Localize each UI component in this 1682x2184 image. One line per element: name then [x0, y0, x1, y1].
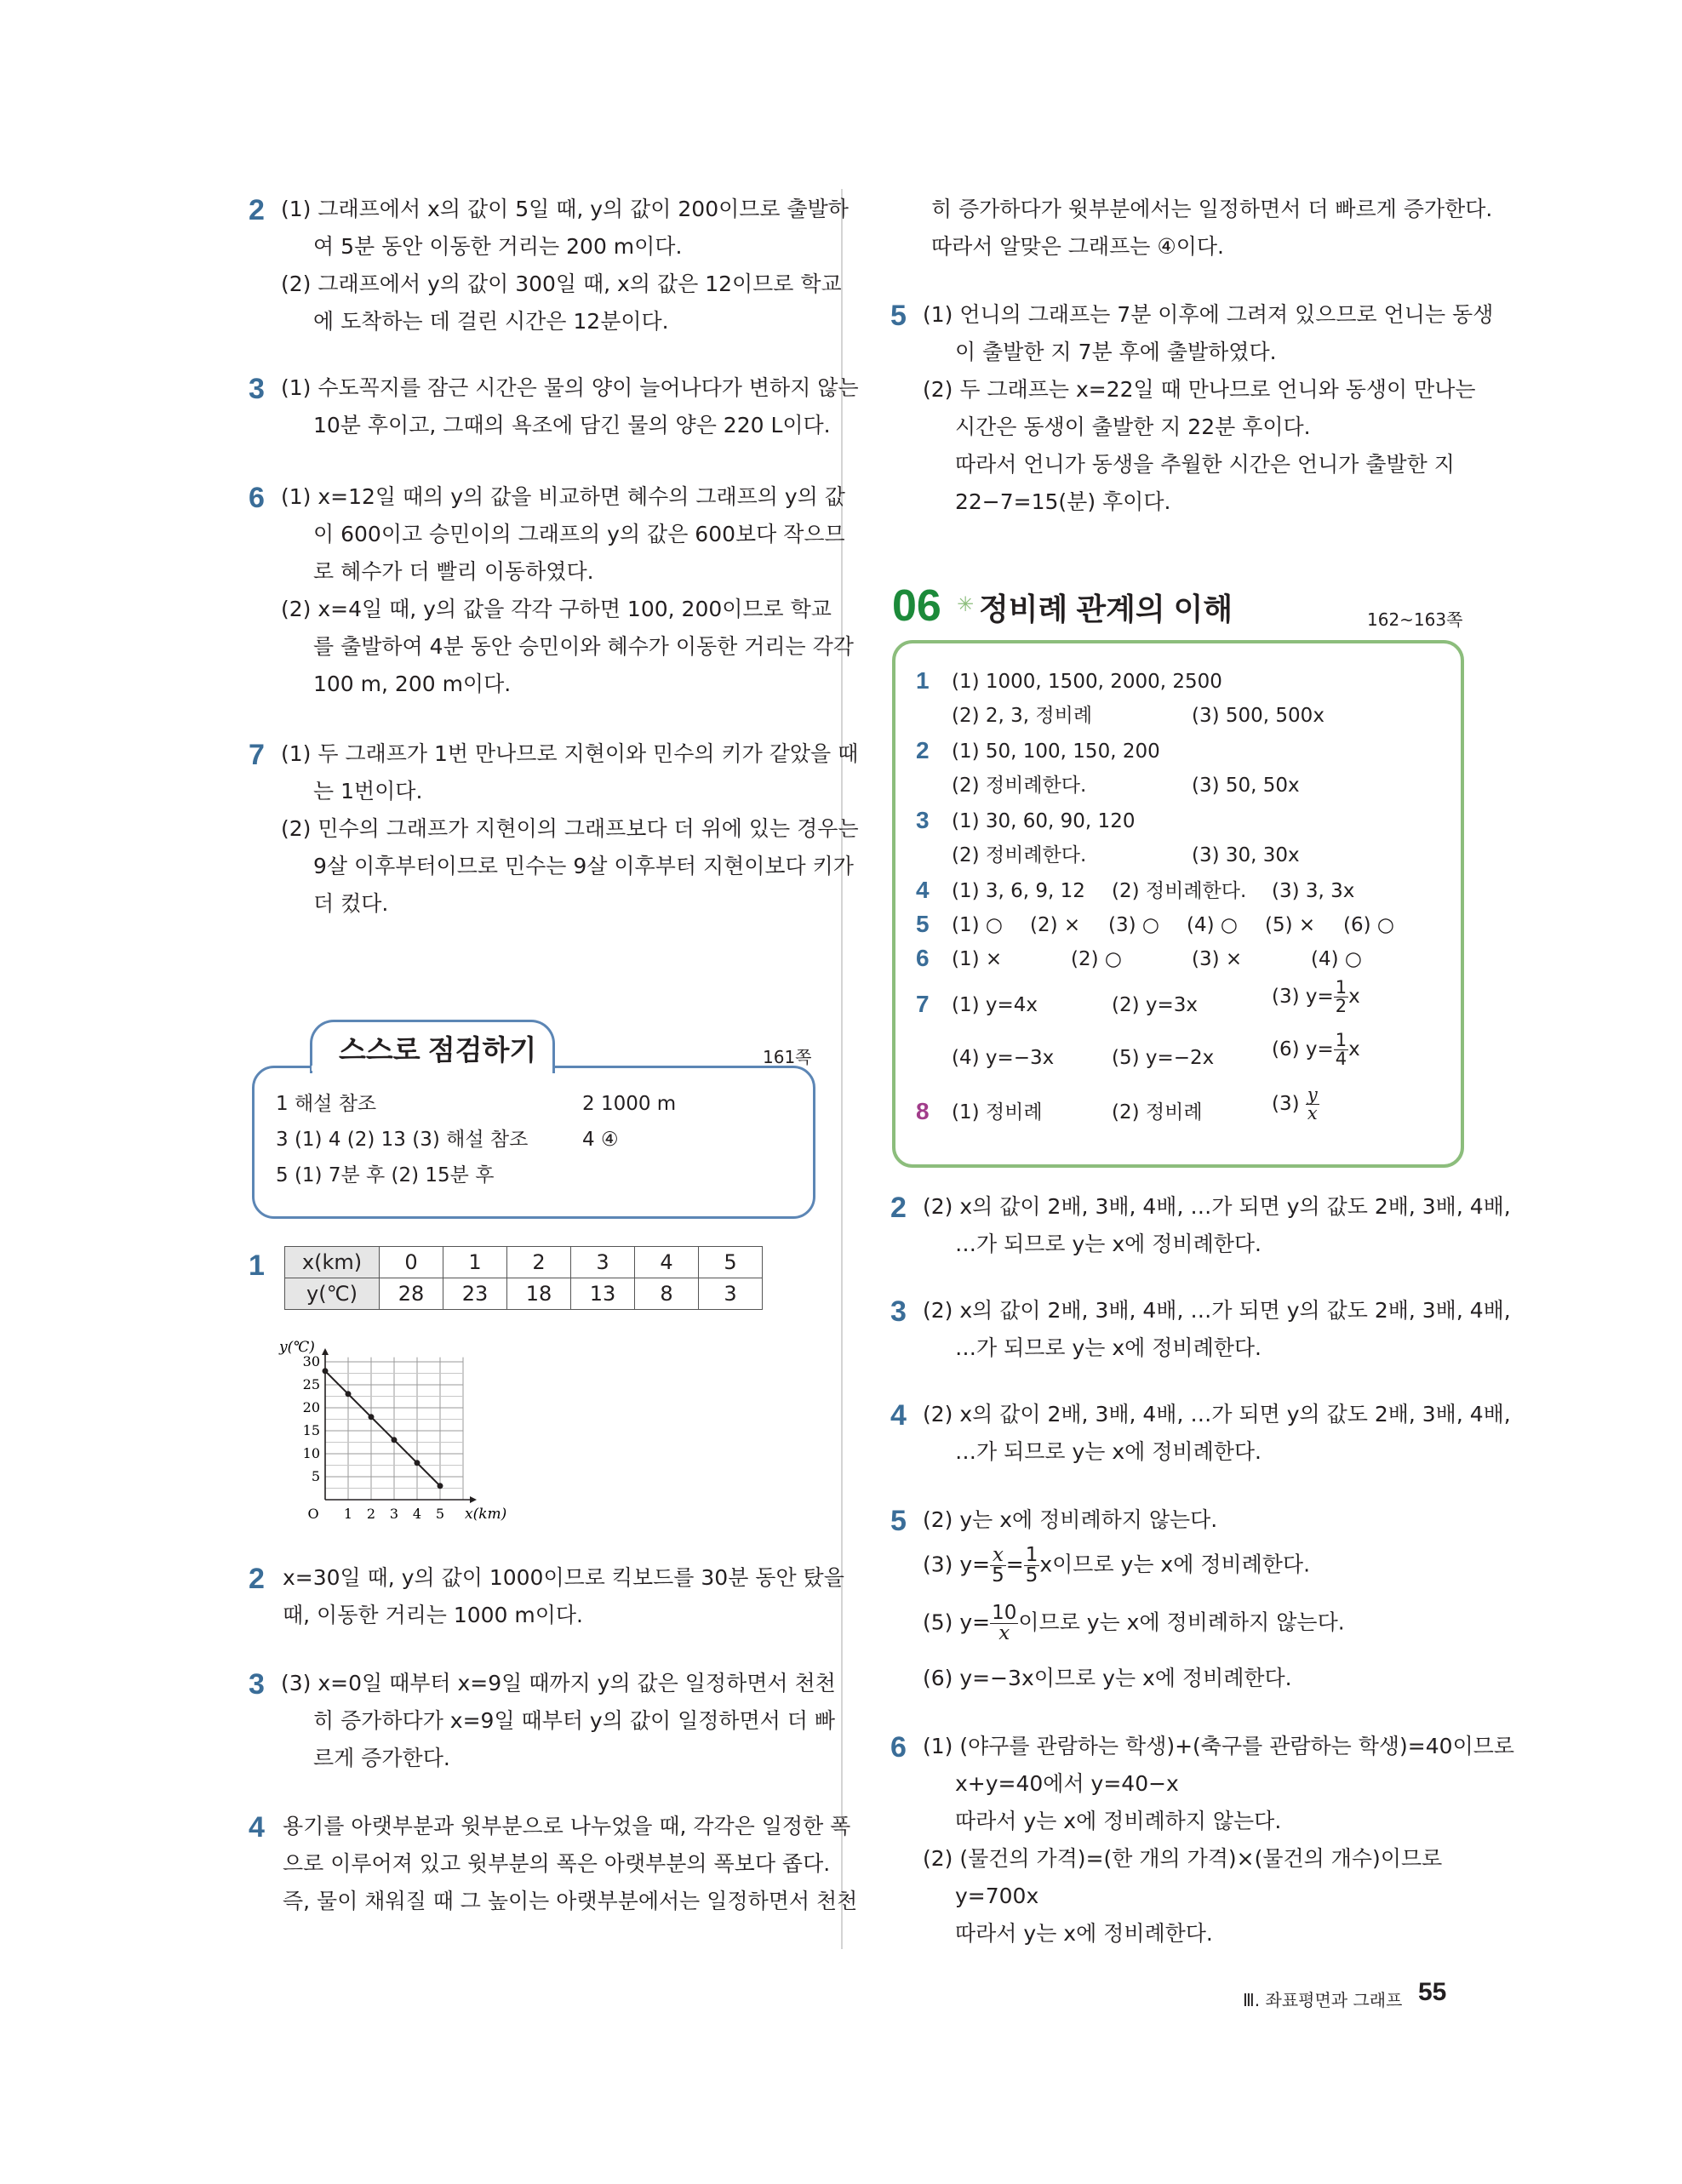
g5-b: (2) × — [1030, 914, 1081, 936]
g3-number: 3 — [916, 807, 930, 833]
y-tick-label: 5 — [311, 1468, 320, 1484]
g3-b: (2) 정비례한다. — [952, 844, 1087, 866]
footer-section: Ⅲ. 좌표평면과 그래프 — [1243, 1990, 1403, 2010]
column-divider — [841, 189, 843, 1949]
self-check-title: 스스로 점검하기 — [339, 1034, 537, 1066]
p5-frac1-numerator: x — [990, 1546, 1006, 1566]
data-point — [392, 1437, 398, 1443]
x-tick-label: 1 — [343, 1506, 353, 1522]
g7-number: 7 — [916, 991, 930, 1017]
p5-line2-equals: = — [1005, 1552, 1024, 1577]
r5-line4: 시간은 동생이 출발한 지 22분 후이다. — [955, 415, 1311, 439]
r-top-line2: 따라서 알맞은 그래프는 ④이다. — [931, 234, 1225, 259]
q6-line1: (1) x=12일 때의 y의 값을 비교하면 혜수의 그래프의 y의 값 — [281, 484, 845, 509]
g8-b: (2) 정비례 — [1112, 1101, 1203, 1123]
p4-line2: …가 되므로 y는 x에 정비례한다. — [955, 1439, 1262, 1464]
g1-c: (3) 500, 500x — [1192, 705, 1324, 727]
table-cell: 13 — [571, 1278, 635, 1310]
self-check-answer-2: 2 1000 m — [582, 1093, 677, 1115]
p5-line4: (6) y=−3x이므로 y는 x에 정비례한다. — [923, 1666, 1292, 1690]
p4-number: 4 — [890, 1399, 907, 1432]
q6-line2: 이 600이고 승민이의 그래프의 y의 값은 600보다 작으므 — [313, 522, 845, 546]
p4-line1: (2) x의 값이 2배, 3배, 4배, …가 되면 y의 값도 2배, 3배, 4배, — [923, 1402, 1511, 1426]
table-cell: 28 — [380, 1278, 443, 1310]
p6-line5: y=700x — [955, 1884, 1039, 1908]
g7-c — [1272, 979, 1360, 1015]
p5-line1: (2) y는 x에 정비례하지 않는다. — [923, 1507, 1218, 1532]
x-axis-arrow — [470, 1496, 477, 1503]
table-head-y: y(℃) — [285, 1278, 380, 1310]
section-number: 06 — [892, 581, 941, 631]
p5-frac1-denominator: 5 — [992, 1564, 1004, 1587]
self-check-answer-3: 3 (1) 4 (2) 13 (3) 해설 참조 — [276, 1129, 529, 1151]
c2-line2: 때, 이동한 거리는 1000 m이다. — [283, 1603, 584, 1627]
g6-b: (2) ○ — [1071, 948, 1122, 970]
p5-frac2-denominator: 5 — [1025, 1564, 1038, 1587]
g7-f-suffix: x — [1348, 1038, 1360, 1061]
c2-line1: x=30일 때, y의 값이 1000이므로 킥보드를 30분 동안 탔을 — [283, 1565, 844, 1590]
y-axis-label: y(℃) — [279, 1339, 315, 1356]
g7-b: (2) y=3x — [1112, 994, 1199, 1016]
g6-a: (1) × — [952, 948, 1003, 970]
x-tick-label: 4 — [412, 1506, 422, 1522]
q3-line1: (1) 수도꼭지를 잠근 시간은 물의 양이 늘어나다가 변하지 않는 — [281, 375, 859, 400]
g1-number: 1 — [916, 667, 930, 694]
p5-line2-suffix: x이므로 y는 x에 정비례한다. — [1039, 1552, 1311, 1577]
g6-d: (4) ○ — [1311, 948, 1362, 970]
r5-line5: 따라서 언니가 동생을 추월한 시간은 언니가 출발한 지 — [955, 452, 1455, 477]
g7-c-prefix: (3) y= — [1272, 986, 1334, 1008]
table-cell: 3 — [571, 1247, 635, 1278]
g2-number: 2 — [916, 737, 930, 763]
q2-line3: (2) 그래프에서 y의 값이 300일 때, x의 값은 12이므로 학교 — [281, 272, 842, 296]
g7-f-numerator: 1 — [1335, 1030, 1347, 1050]
q3-line2: 10분 후이고, 그때의 욕조에 담긴 물의 양은 220 L이다. — [313, 413, 831, 437]
g7-f — [1272, 1032, 1360, 1068]
g8-number: 8 — [916, 1098, 930, 1124]
p6-line3: 따라서 y는 x에 정비례하지 않는다. — [955, 1809, 1282, 1833]
series-line — [325, 1371, 440, 1486]
q2-number: 2 — [249, 194, 265, 226]
section-title: 정비례 관계의 이해 — [979, 592, 1233, 626]
c4-number: 4 — [249, 1811, 265, 1844]
x-axis-label: x(km) — [465, 1506, 507, 1523]
self-check-answer-5: 5 (1) 7분 후 (2) 15분 후 — [276, 1164, 495, 1186]
c3-line3: 르게 증가한다. — [313, 1746, 450, 1770]
g7-c-suffix: x — [1348, 986, 1360, 1008]
c3-line1: (3) x=0일 때부터 x=9일 때까지 y의 값은 일정하면서 천천 — [281, 1671, 836, 1695]
g7-e: (5) y=−2x — [1112, 1047, 1215, 1069]
r-top-line1: 히 증가하다가 윗부분에서는 일정하면서 더 빠르게 증가한다. — [931, 197, 1493, 221]
self-check-answer-4: 4 ④ — [582, 1129, 619, 1151]
table-head-x: x(km) — [285, 1247, 380, 1278]
table-cell: 3 — [699, 1278, 763, 1310]
page-number: 55 — [1418, 1978, 1447, 2006]
g5-d: (4) ○ — [1187, 914, 1238, 936]
table-cell: 1 — [443, 1247, 507, 1278]
c4-line3: 즉, 물이 채워질 때 그 높이는 아랫부분에서는 일정하면서 천천 — [283, 1889, 858, 1913]
p5-frac3-numerator: 10 — [992, 1602, 1017, 1624]
g4-a: (1) 3, 6, 9, 12 — [952, 880, 1085, 902]
table-cell: 0 — [380, 1247, 443, 1278]
data-point — [438, 1483, 443, 1489]
c3-line2: 히 증가하다가 x=9일 때부터 y의 값이 일정하면서 더 빠 — [313, 1708, 836, 1733]
q6-line4: (2) x=4일 때, y의 값을 각각 구하면 100, 200이므로 학교 — [281, 597, 832, 621]
q2-line4: 에 도착하는 데 걸린 시간은 12분이다. — [313, 309, 669, 334]
g7-f-prefix: (6) y= — [1272, 1038, 1334, 1061]
g6-number: 6 — [916, 945, 930, 971]
table-cell: 18 — [507, 1278, 571, 1310]
g2-a: (1) 50, 100, 150, 200 — [952, 740, 1160, 763]
c2-number: 2 — [249, 1563, 265, 1595]
c4-line1: 용기를 아랫부분과 윗부분으로 나누었을 때, 각각은 일정한 폭 — [283, 1814, 851, 1838]
p3-number: 3 — [890, 1295, 907, 1328]
table-cell: 5 — [699, 1247, 763, 1278]
r5-line1: (1) 언니의 그래프는 7분 이후에 그려져 있으므로 언니는 동생 — [923, 302, 1494, 327]
c1-number: 1 — [249, 1249, 265, 1282]
r5-number: 5 — [890, 300, 907, 332]
g2-b: (2) 정비례한다. — [952, 775, 1087, 797]
q2-line1: (1) 그래프에서 x의 값이 5일 때, y의 값이 200이므로 출발하 — [281, 197, 849, 221]
p2-number: 2 — [890, 1192, 907, 1224]
g1-b: (2) 2, 3, 정비례 — [952, 705, 1093, 727]
g8-c-denominator: x — [1307, 1103, 1318, 1123]
p3-line1: (2) x의 값이 2배, 3배, 4배, …가 되면 y의 값도 2배, 3배, 4배, — [923, 1298, 1511, 1323]
self-check-page: 161쪽 — [763, 1047, 812, 1067]
p5-line3-prefix: (5) y= — [923, 1609, 991, 1635]
data-point — [369, 1414, 375, 1420]
x-tick-label: 3 — [389, 1506, 399, 1522]
origin-label: O — [307, 1506, 319, 1522]
table-cell: 2 — [507, 1247, 571, 1278]
g7-d: (4) y=−3x — [952, 1047, 1055, 1069]
data-point — [346, 1391, 352, 1397]
x-tick-label: 5 — [435, 1506, 445, 1522]
q7-line1: (1) 두 그래프가 1번 만나므로 지현이와 민수의 키가 같았을 때 — [281, 741, 859, 766]
g8-c-numerator: y — [1307, 1084, 1318, 1105]
g8-c-prefix: (3) — [1272, 1093, 1300, 1115]
q3-number: 3 — [249, 373, 265, 405]
data-point — [323, 1368, 329, 1374]
g1-a: (1) 1000, 1500, 2000, 2500 — [952, 671, 1222, 693]
y-axis-arrow — [322, 1348, 329, 1355]
table-cell: 23 — [443, 1278, 507, 1310]
temperature-chart — [277, 1338, 524, 1525]
p6-line2: x+y=40에서 y=40−x — [955, 1771, 1179, 1796]
q7-line3: (2) 민수의 그래프가 지현이의 그래프보다 더 위에 있는 경우는 — [281, 816, 859, 841]
p5-frac3-denominator: x — [998, 1622, 1010, 1644]
q2-line2: 여 5분 동안 이동한 거리는 200 m이다. — [313, 234, 683, 259]
g5-a: (1) ○ — [952, 914, 1003, 936]
y-tick-label: 20 — [302, 1399, 320, 1415]
y-tick-label: 15 — [302, 1422, 320, 1438]
self-check-answer-1: 1 해설 참조 — [276, 1093, 377, 1115]
q7-line4: 9살 이후부터이므로 민수는 9살 이후부터 지현이보다 키가 — [313, 854, 854, 878]
g5-number: 5 — [916, 911, 930, 937]
xy-table — [284, 1246, 763, 1310]
p2-line2: …가 되므로 y는 x에 정비례한다. — [955, 1232, 1262, 1256]
g7-c-denominator: 2 — [1335, 996, 1347, 1016]
p5-frac2-numerator: 1 — [1025, 1544, 1038, 1566]
section-page: 162~163쪽 — [1367, 609, 1463, 630]
g6-c: (3) × — [1192, 948, 1243, 970]
y-tick-label: 25 — [302, 1376, 320, 1392]
r5-line6: 22−7=15(분) 후이다. — [955, 489, 1171, 514]
p3-line2: …가 되므로 y는 x에 정비례한다. — [955, 1335, 1262, 1360]
section-star-icon: ✳ — [957, 592, 975, 616]
table-cell: 8 — [635, 1278, 699, 1310]
g5-e: (5) × — [1265, 914, 1316, 936]
g7-c-numerator: 1 — [1335, 977, 1347, 998]
q6-number: 6 — [249, 482, 265, 514]
p5-line3-suffix: 이므로 y는 x에 정비례하지 않는다. — [1018, 1609, 1345, 1635]
r5-line3: (2) 두 그래프는 x=22일 때 만나므로 언니와 동생이 만나는 — [923, 377, 1476, 402]
c3-number: 3 — [249, 1668, 265, 1701]
q7-number: 7 — [249, 739, 265, 771]
r5-line2: 이 출발한 지 7분 후에 출발하였다. — [955, 340, 1277, 364]
q7-line2: 는 1번이다. — [313, 779, 423, 803]
x-tick-label: 2 — [366, 1506, 376, 1522]
p5-line3 — [923, 1604, 1345, 1644]
q6-line3: 로 혜수가 더 빨리 이동하였다. — [313, 559, 594, 584]
p6-line6: 따라서 y는 x에 정비례한다. — [955, 1921, 1213, 1946]
p6-line4: (2) (물건의 가격)=(한 개의 가격)×(물건의 개수)이므로 — [923, 1846, 1443, 1871]
p5-line2-prefix: (3) y= — [923, 1552, 991, 1577]
data-point — [415, 1460, 420, 1466]
g8-c — [1272, 1086, 1319, 1123]
y-tick-label: 10 — [302, 1445, 320, 1461]
g2-c: (3) 50, 50x — [1192, 775, 1300, 797]
q6-line6: 100 m, 200 m이다. — [313, 672, 512, 696]
q7-line5: 더 컸다. — [313, 891, 389, 916]
p5-line2 — [923, 1546, 1310, 1586]
y-tick-label: 30 — [302, 1353, 320, 1369]
p5-number: 5 — [890, 1505, 907, 1537]
g7-a: (1) y=4x — [952, 994, 1038, 1016]
g3-c: (3) 30, 30x — [1192, 844, 1300, 866]
p6-number: 6 — [890, 1731, 907, 1764]
p6-line1: (1) (야구를 관람하는 학생)+(축구를 관람하는 학생)=40이므로 — [923, 1734, 1515, 1758]
g4-b: (2) 정비례한다. — [1112, 880, 1247, 902]
g3-a: (1) 30, 60, 90, 120 — [952, 810, 1136, 832]
g8-a: (1) 정비례 — [952, 1101, 1043, 1123]
g5-c: (3) ○ — [1108, 914, 1159, 936]
table-cell: 4 — [635, 1247, 699, 1278]
g4-number: 4 — [916, 877, 930, 903]
g4-c: (3) 3, 3x — [1272, 880, 1355, 902]
g5-f: (6) ○ — [1343, 914, 1394, 936]
q6-line5: 를 출발하여 4분 동안 승민이와 혜수가 이동한 거리는 각각 — [313, 634, 854, 659]
c4-line2: 으로 이루어져 있고 윗부분의 폭은 아랫부분의 폭보다 좁다. — [283, 1851, 831, 1876]
g7-f-denominator: 4 — [1335, 1049, 1347, 1069]
p2-line1: (2) x의 값이 2배, 3배, 4배, …가 되면 y의 값도 2배, 3배, 4배, — [923, 1194, 1511, 1219]
